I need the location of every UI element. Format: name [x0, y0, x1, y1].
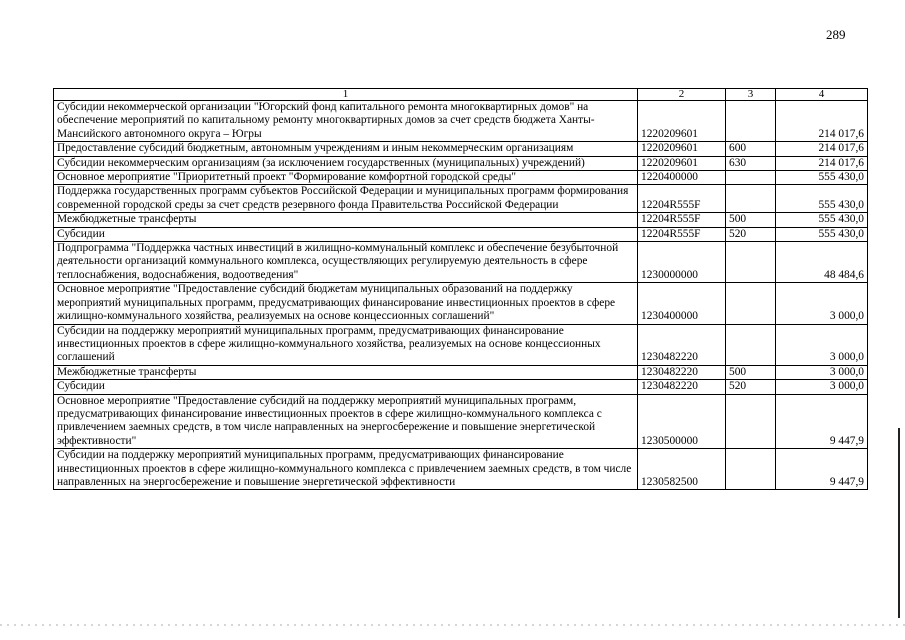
table-row: [54, 324, 868, 365]
row-type-cell: [726, 324, 776, 365]
row-code-cell: 1230482220: [638, 365, 726, 379]
table-row: [54, 156, 868, 170]
row-sum-cell: 555 430,0: [776, 227, 868, 241]
row-code-cell: 1230582500: [638, 449, 726, 490]
row-code-cell: 12204R555F: [638, 227, 726, 241]
column-header-code: 2: [638, 89, 726, 101]
table-header-row: [54, 89, 868, 101]
table-row: [54, 380, 868, 394]
row-name-cell: Субсидии: [54, 227, 638, 241]
row-type-cell: 630: [726, 156, 776, 170]
row-type-cell: 520: [726, 227, 776, 241]
page-number: 289: [826, 27, 846, 42]
row-type-cell: [726, 242, 776, 283]
row-name-cell: Субсидии на поддержку мероприятий муниципальных программ, предусматривающих финансирование инвестиционных проектов в сфере жилищно-коммунального хозяйства, реализуемых на основе концессионных соглашений: [54, 324, 638, 365]
row-sum-cell: 3 000,0: [776, 324, 868, 365]
table-row: [54, 365, 868, 379]
table-row: [54, 449, 868, 490]
row-sum-cell: 214 017,6: [776, 142, 868, 156]
row-type-cell: [726, 394, 776, 449]
table-row: [54, 283, 868, 324]
row-name-cell: Подпрограмма "Поддержка частных инвестиций в жилищно-коммунальный комплекс и обеспечение безубыточной деятельности организаций коммунального комплекса, осуществляющих регулируемую деятельность в сфере теплоснабжения, водоснабжения, водоотведения": [54, 242, 638, 283]
table-row: [54, 394, 868, 449]
column-header-type: 3: [726, 89, 776, 101]
row-type-cell: [726, 283, 776, 324]
row-code-cell: 1230482220: [638, 324, 726, 365]
column-header-name: 1: [54, 89, 638, 101]
scan-artifact-line: [0, 624, 905, 626]
row-sum-cell: 555 430,0: [776, 171, 868, 185]
row-code-cell: 1230500000: [638, 394, 726, 449]
table-row: [54, 227, 868, 241]
row-name-cell: Субсидии некоммерческим организациям (за исключением государственных (муниципальных) учреждений): [54, 156, 638, 170]
row-name-cell: Основное мероприятие "Приоритетный проект "Формирование комфортной городской среды": [54, 171, 638, 185]
table-body: [54, 101, 868, 490]
row-sum-cell: 3 000,0: [776, 380, 868, 394]
row-type-cell: [726, 171, 776, 185]
row-code-cell: 1220209601: [638, 156, 726, 170]
row-code-cell: 1230400000: [638, 283, 726, 324]
row-sum-cell: 555 430,0: [776, 213, 868, 227]
row-code-cell: 1220209601: [638, 101, 726, 142]
row-code-cell: 12204R555F: [638, 213, 726, 227]
table-row: [54, 213, 868, 227]
row-name-cell: Межбюджетные трансферты: [54, 365, 638, 379]
row-type-cell: 600: [726, 142, 776, 156]
row-name-cell: Основное мероприятие "Предоставление субсидий на поддержку мероприятий муниципальных программ, предусматривающих финансирование инвестиционных проектов в сфере жилищно-коммунального комплекса с привлечением заемных средств, в том числе направленных на энергосбережение и повышение энергетической эффективности": [54, 394, 638, 449]
table-row: [54, 101, 868, 142]
budget-table: [53, 88, 868, 490]
row-name-cell: Предоставление субсидий бюджетным, автономным учреждениям и иным некоммерческим организациям: [54, 142, 638, 156]
row-name-cell: Межбюджетные трансферты: [54, 213, 638, 227]
row-sum-cell: 3 000,0: [776, 283, 868, 324]
row-name-cell: Основное мероприятие "Предоставление субсидий бюджетам муниципальных образований на поддержку мероприятий муниципальных программ, предусматривающих финансирование инвестиционных проектов в сфере жилищно-коммунального хозяйства, реализуемых на основе концессионных соглашений": [54, 283, 638, 324]
row-sum-cell: 214 017,6: [776, 101, 868, 142]
row-sum-cell: 9 447,9: [776, 449, 868, 490]
row-sum-cell: 3 000,0: [776, 365, 868, 379]
row-type-cell: 500: [726, 213, 776, 227]
row-code-cell: 12204R555F: [638, 185, 726, 213]
row-type-cell: [726, 101, 776, 142]
row-sum-cell: 214 017,6: [776, 156, 868, 170]
table-row: [54, 171, 868, 185]
row-sum-cell: 48 484,6: [776, 242, 868, 283]
scan-edge-mark: [898, 428, 900, 618]
row-name-cell: Поддержка государственных программ субъектов Российской Федерации и муниципальных программ формирования современной городской среды за счет средств резервного фонда Правительства Российской Федерации: [54, 185, 638, 213]
row-type-cell: 520: [726, 380, 776, 394]
row-code-cell: 1220400000: [638, 171, 726, 185]
row-name-cell: Субсидии некоммерческой организации "Югорский фонд капитального ремонта многоквартирных домов" на обеспечение мероприятий по капитальному ремонту многоквартирных домов за счет средств бюджета Ханты-Мансийского автономного округа – Югры: [54, 101, 638, 142]
row-type-cell: 500: [726, 365, 776, 379]
row-sum-cell: 555 430,0: [776, 185, 868, 213]
table-row: [54, 142, 868, 156]
row-code-cell: 1230000000: [638, 242, 726, 283]
row-name-cell: Субсидии на поддержку мероприятий муниципальных программ, предусматривающих финансирование инвестиционных проектов в сфере жилищно-коммунального комплекса с привлечением заемных средств, в том числе направленных на энергосбережение и повышение энергетической эффективности: [54, 449, 638, 490]
column-header-sum: 4: [776, 89, 868, 101]
row-code-cell: 1220209601: [638, 142, 726, 156]
row-type-cell: [726, 185, 776, 213]
row-code-cell: 1230482220: [638, 380, 726, 394]
row-name-cell: Субсидии: [54, 380, 638, 394]
table-row: [54, 185, 868, 213]
row-sum-cell: 9 447,9: [776, 394, 868, 449]
table-row: [54, 242, 868, 283]
row-type-cell: [726, 449, 776, 490]
